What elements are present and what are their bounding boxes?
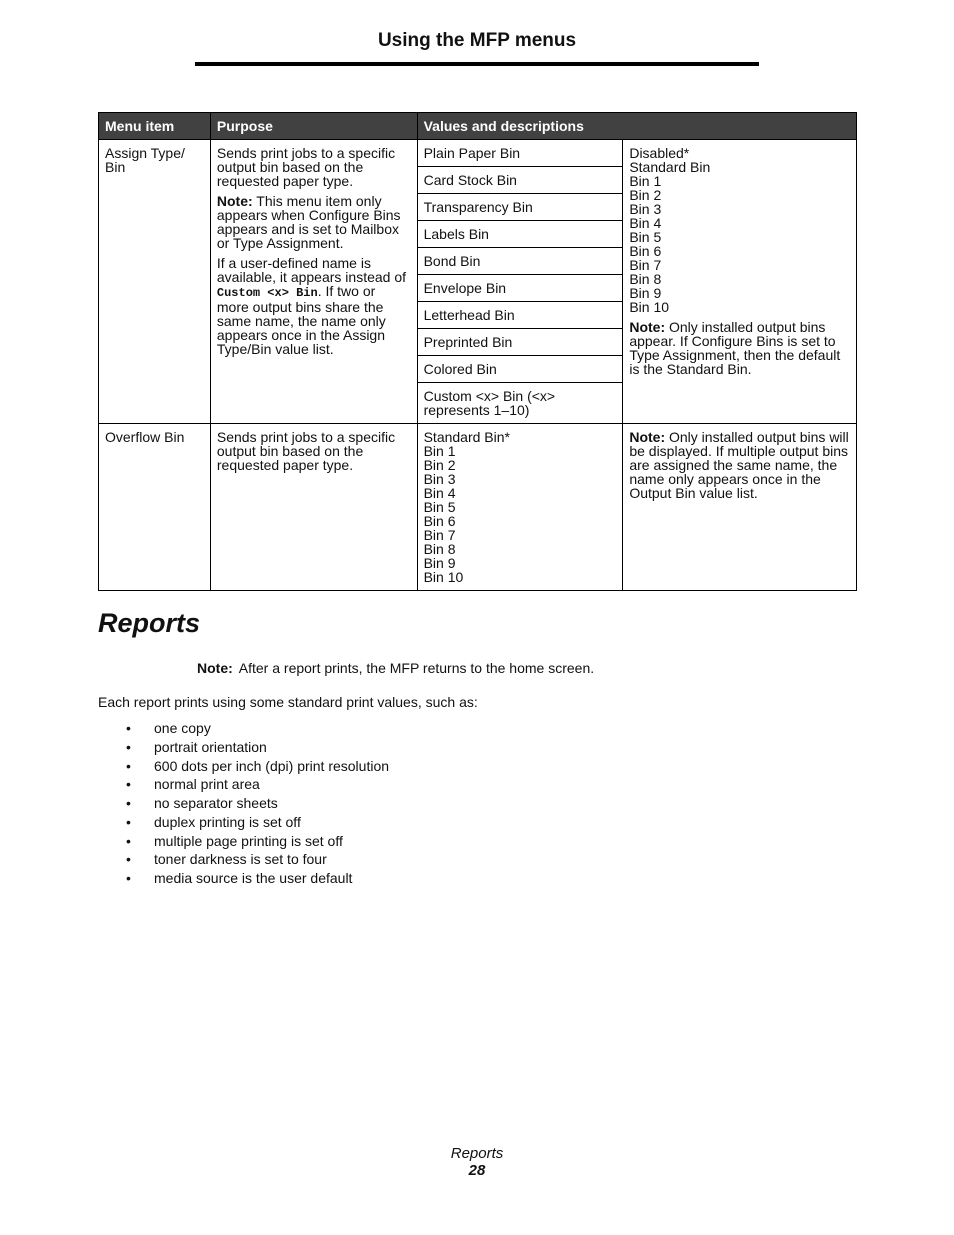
col-header-values: Values and descriptions	[417, 113, 856, 140]
list-item: • normal print area	[126, 775, 389, 794]
value-item: Preprinted Bin	[418, 329, 623, 356]
option-list	[629, 146, 850, 314]
option-item: Bin 2	[629, 187, 662, 203]
list-item: • 600 dots per inch (dpi) print resolution	[126, 757, 389, 776]
values-subcells	[417, 140, 623, 424]
option-item: Bin 7	[629, 257, 662, 273]
description-note	[629, 320, 850, 376]
value-item: Transparency Bin	[418, 194, 623, 221]
value-item: Bin 2	[423, 457, 456, 473]
intro-text: Each report prints using some standard print values, such as:	[98, 694, 478, 710]
page-footer	[0, 1145, 954, 1179]
value-item: Bond Bin	[418, 248, 623, 275]
purpose-note	[217, 194, 411, 250]
note-label: Note:	[197, 660, 233, 676]
option-item: Bin 5	[629, 229, 662, 245]
value-item: Bin 3	[423, 471, 456, 487]
purpose-text-part: . If two or more output bins share the same name, the name only appears once in the Assign Type/Bin value list.	[216, 283, 386, 357]
value-item: Colored Bin	[418, 356, 623, 383]
table-row	[99, 424, 857, 591]
value-item: Custom <x> Bin (<x> represents 1–10)	[423, 388, 556, 418]
list-item: • no separator sheets	[126, 794, 389, 813]
value-item: Bin 10	[423, 569, 464, 585]
list-item: • portrait orientation	[126, 738, 389, 757]
value-item: Bin 8	[423, 541, 456, 557]
option-item: Bin 9	[629, 285, 662, 301]
purpose-text-custom	[217, 256, 411, 356]
option-item: Bin 6	[629, 243, 662, 259]
note-text: After a report prints, the MFP returns to the home screen.	[238, 660, 595, 676]
purpose-text: Sends print jobs to a specific output bin based on the requested paper type.	[216, 145, 396, 189]
option-item: Standard Bin	[629, 159, 711, 175]
list-item: • multiple page printing is set off	[126, 832, 389, 851]
page-header-title: Using the MFP menus	[377, 30, 577, 51]
header-rule	[195, 62, 759, 66]
menu-item-cell: Assign Type/ Bin	[99, 140, 211, 424]
table-row	[99, 140, 857, 424]
bullet-list	[126, 719, 389, 888]
code-text: Custom <x> Bin	[216, 286, 318, 300]
note-text: This menu item only appears when Configure Bins appears and is set to Mailbox or Type Assignment.	[216, 193, 401, 251]
description-note	[629, 430, 850, 500]
page-number: 28	[468, 1162, 486, 1179]
menu-item-cell: Overflow Bin	[99, 424, 211, 591]
footer-section-name: Reports	[450, 1145, 504, 1162]
option-item: Disabled*	[629, 145, 690, 161]
option-item: Bin 8	[629, 271, 662, 287]
value-item: Bin 5	[423, 499, 456, 515]
value-item: Bin 1	[423, 443, 456, 459]
value-item: Card Stock Bin	[418, 167, 623, 194]
list-item: • one copy	[126, 719, 389, 738]
value-list	[424, 430, 617, 584]
description-cell	[623, 424, 857, 591]
menu-table	[98, 112, 857, 591]
note-text: Only installed output bins will be displayed. If multiple output bins are assigned the same name, the name only appears once in the Output Bin value list.	[629, 429, 849, 501]
option-item: Bin 1	[629, 173, 662, 189]
note-text: Only installed output bins appear. If Configure Bins is set to Type Assignment, then the default is the Standard Bin.	[629, 319, 841, 377]
list-item: • media source is the user default	[126, 869, 389, 888]
list-item: • duplex printing is set off	[126, 813, 389, 832]
value-item: Letterhead Bin	[418, 302, 623, 329]
value-item: Bin 7	[423, 527, 456, 543]
note-label: Note:	[216, 193, 253, 209]
col-header-menu-item: Menu item	[99, 113, 211, 140]
purpose-cell	[210, 140, 417, 424]
note-label: Note:	[629, 429, 666, 445]
col-header-purpose: Purpose	[210, 113, 417, 140]
table-header-row	[99, 113, 857, 140]
value-item: Bin 4	[423, 485, 456, 501]
option-item: Bin 4	[629, 215, 662, 231]
value-item: Bin 9	[423, 555, 456, 571]
section-note	[197, 660, 594, 676]
value-item: Bin 6	[423, 513, 456, 529]
description-cell	[623, 140, 857, 424]
value-item: Envelope Bin	[418, 275, 623, 302]
note-label: Note:	[629, 319, 666, 335]
option-item: Bin 3	[629, 201, 662, 217]
value-item: Plain Paper Bin	[418, 140, 623, 167]
list-item: • toner darkness is set to four	[126, 850, 389, 869]
value-item: Labels Bin	[418, 221, 623, 248]
purpose-cell: Sends print jobs to a specific output bin based on the requested paper type.	[210, 424, 417, 591]
option-item: Bin 10	[629, 299, 670, 315]
section-title: Reports	[98, 608, 201, 638]
purpose-text-part: If a user-defined name is available, it appears instead of	[216, 255, 407, 285]
value-item: Standard Bin*	[423, 429, 510, 445]
values-cell	[417, 424, 623, 591]
